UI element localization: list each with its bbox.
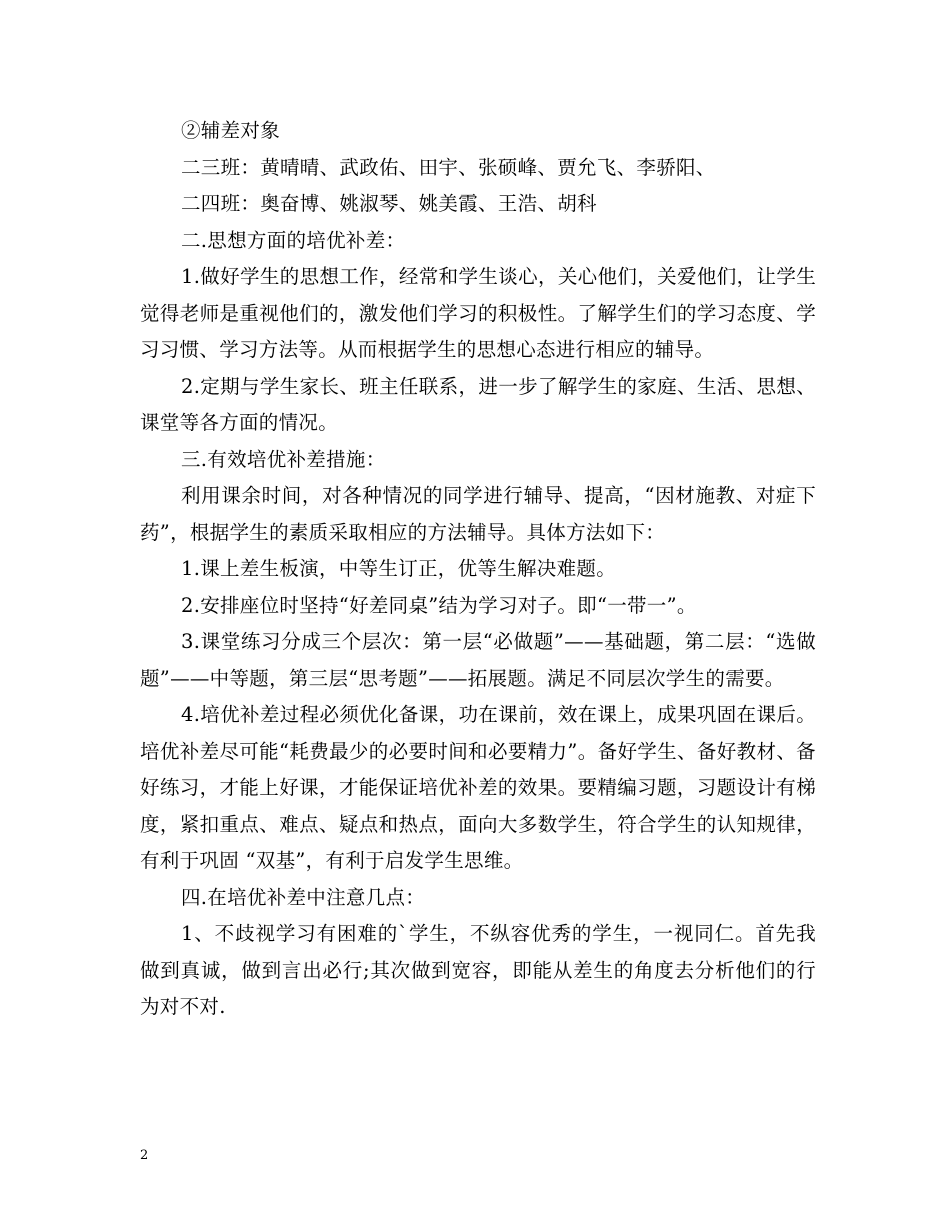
document-body	[140, 113, 816, 1026]
paragraph-ideology-item-2: 2.定期与学生家长、班主任联系，进一步了解学生的家庭、生活、思想、课堂等各方面的情况。	[140, 374, 816, 434]
paragraph-measures-intro: 利用课余时间，对各种情况的同学进行辅导、提高，“因材施教、对症下药”，根据学生的素质采取相应的方法辅导。具体方法如下：	[140, 484, 816, 544]
paragraph-measures-item-3: 3.课堂练习分成三个层次：第一层“必做题”——基础题，第二层：“选做题”——中等题，第三层“思考题”——拓展题。满足不同层次学生的需要。	[140, 630, 816, 690]
paragraph-measures-item-2: 2.安排座位时坚持“好差同桌”结为学习对子。即“一带一”。	[181, 593, 697, 617]
section-heading-measures: 三.有效培优补差措施：	[181, 447, 386, 471]
paragraph-class-2-4-list: 二四班：奥奋博、姚淑琴、姚美霞、王浩、胡科	[181, 192, 597, 215]
paragraph-notes-item-1: 1、不歧视学习有困难的`学生，不纵容优秀的学生，一视同仁。首先我做到真诚，做到言出必行;其次做到宽容，即能从差生的角度去分析他们的行为对不对.	[140, 922, 816, 1018]
paragraph-measures-item-1: 1.课上差生板演，中等生订正，优等生解决难题。	[181, 557, 617, 580]
paragraph-ideology-item-1: 1.做好学生的思想工作，经常和学生谈心，关心他们，关爱他们，让学生觉得老师是重视他们的，激发他们学习的积极性。了解学生们的学习态度、学习习惯、学习方法等。从而根据学生的思想心态进行相应的辅导。	[140, 265, 816, 361]
section-heading-notes: 四.在培优补差中注意几点：	[181, 885, 426, 909]
page-number: 2	[140, 1148, 149, 1163]
section-heading-ideology: 二.思想方面的培优补差：	[181, 228, 406, 252]
paragraph-class-2-3-list: 二三班：黄晴晴、武政佑、田宇、张硕峰、贾允飞、李骄阳、	[181, 155, 716, 179]
paragraph-target-students-heading: ②辅差对象	[181, 119, 281, 142]
paragraph-measures-item-4: 4.培优补差过程必须优化备课，功在课前，效在课上，成果巩固在课后。培优补差尽可能“耗费最少的必要时间和必要精力”。备好学生、备好教材、备好练习，才能上好课，才能保证培优补差的效果。要精编习题，习题设计有梯度，紧扣重点、难点、疑点和热点，面向大多数学生，符合学生的认知规律，有利于巩固 “双基”，有利于启发学生思维。	[140, 703, 816, 872]
